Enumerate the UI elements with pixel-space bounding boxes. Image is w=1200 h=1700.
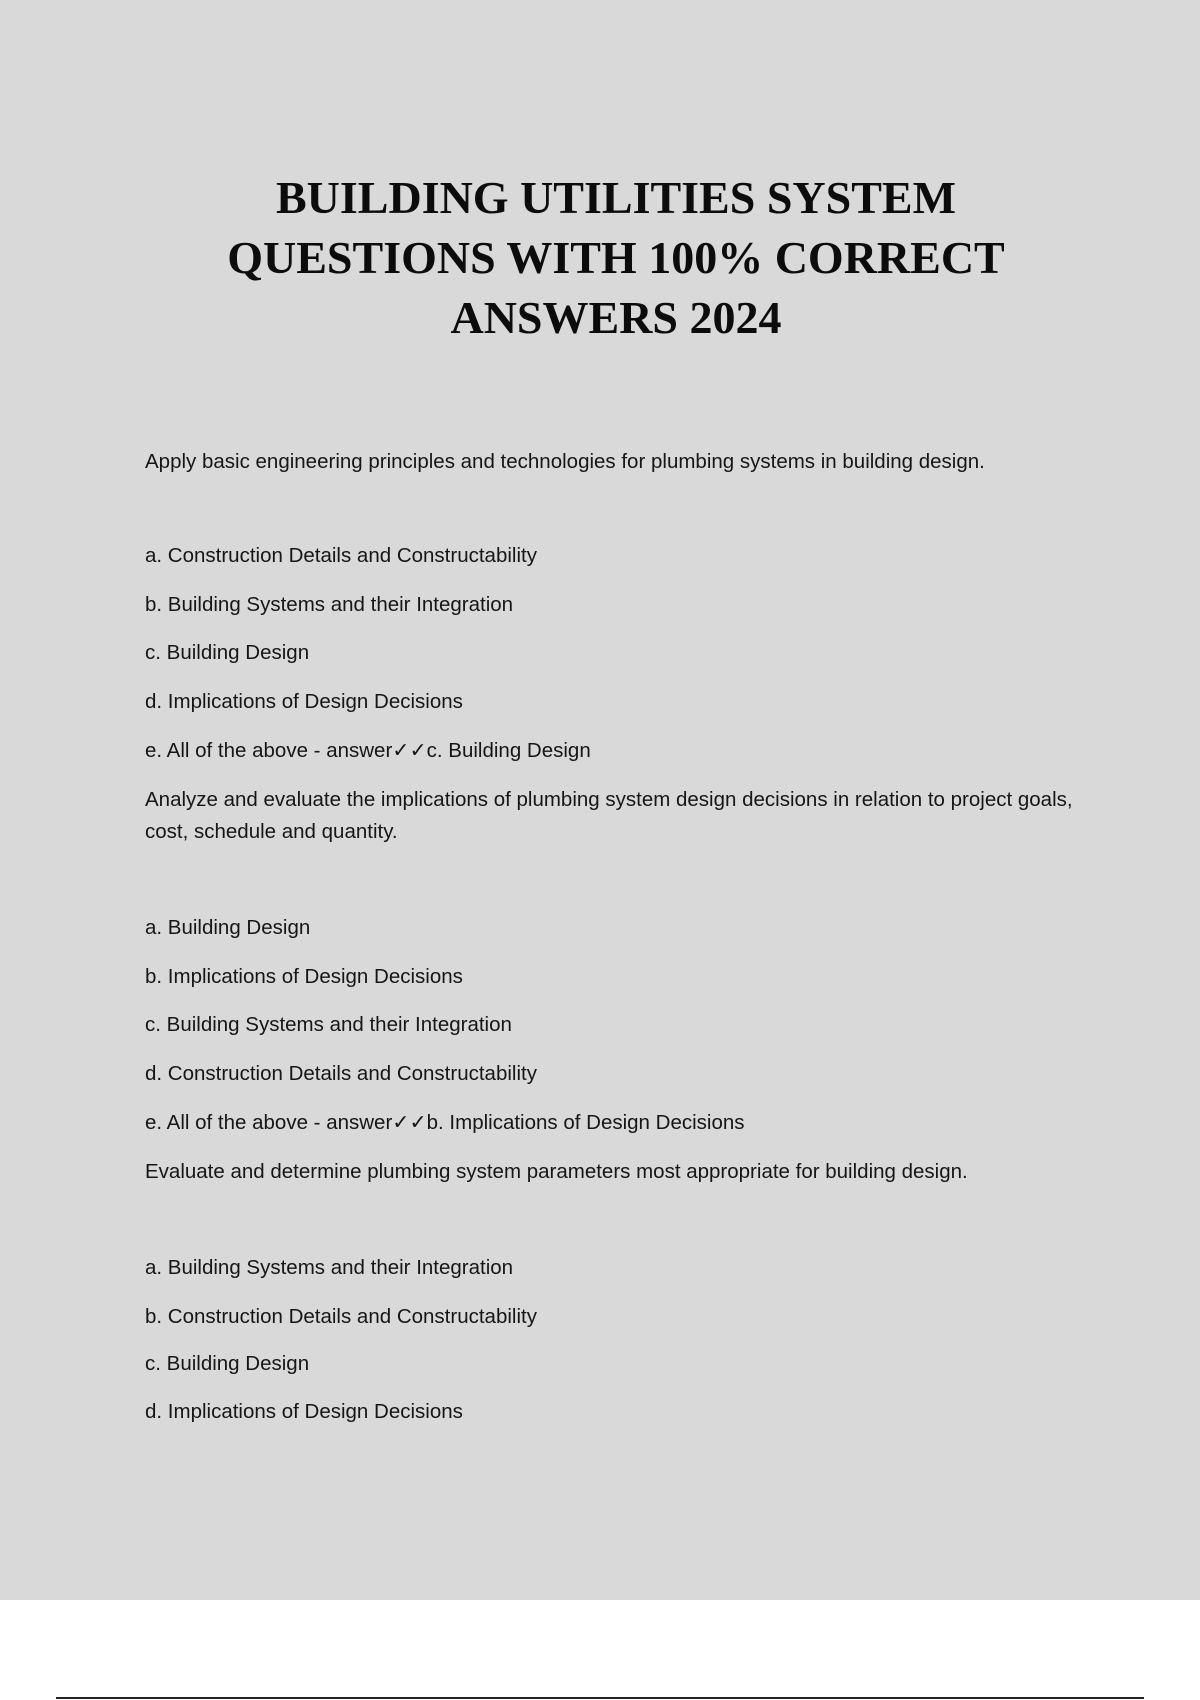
question-1-option-d: d. Implications of Design Decisions (145, 690, 463, 713)
title-line-2: QUESTIONS WITH 100% CORRECT (227, 232, 1005, 283)
question-3-option-b: b. Construction Details and Constructability (145, 1305, 537, 1328)
question-1-option-a: a. Construction Details and Constructability (145, 544, 537, 567)
question-2-answer: e. All of the above - answer✓✓b. Implications of Design Decisions (145, 1111, 745, 1134)
question-1-option-b: b. Building Systems and their Integration (145, 593, 514, 616)
footer-divider (56, 1697, 1144, 1699)
question-3-option-d: d. Implications of Design Decisions (145, 1400, 463, 1423)
question-1-answer: e. All of the above - answer✓✓c. Building Design (145, 739, 591, 762)
question-2-option-b: b. Implications of Design Decisions (145, 965, 463, 988)
question-3-option-a: a. Building Systems and their Integration (145, 1256, 514, 1279)
question-2-option-c: c. Building Systems and their Integration (145, 1013, 512, 1036)
question-1-prompt: Apply basic engineering principles and technologies for plumbing systems in building design. (145, 450, 985, 473)
document-title (150, 168, 1082, 348)
question-2-option-a: a. Building Design (145, 916, 311, 939)
question-3-option-c: c. Building Design (145, 1352, 310, 1375)
title-line-3: ANSWERS 2024 (450, 292, 782, 343)
question-2-prompt: Analyze and evaluate the implications of plumbing system design decisions in relation to project goals, cost, schedule and quantity. (145, 788, 1073, 843)
question-1-option-c: c. Building Design (145, 641, 310, 664)
title-line-1: BUILDING UTILITIES SYSTEM (275, 172, 956, 223)
question-3-prompt: Evaluate and determine plumbing system parameters most appropriate for building design. (145, 1160, 968, 1183)
question-2-option-d: d. Construction Details and Constructability (145, 1062, 537, 1085)
